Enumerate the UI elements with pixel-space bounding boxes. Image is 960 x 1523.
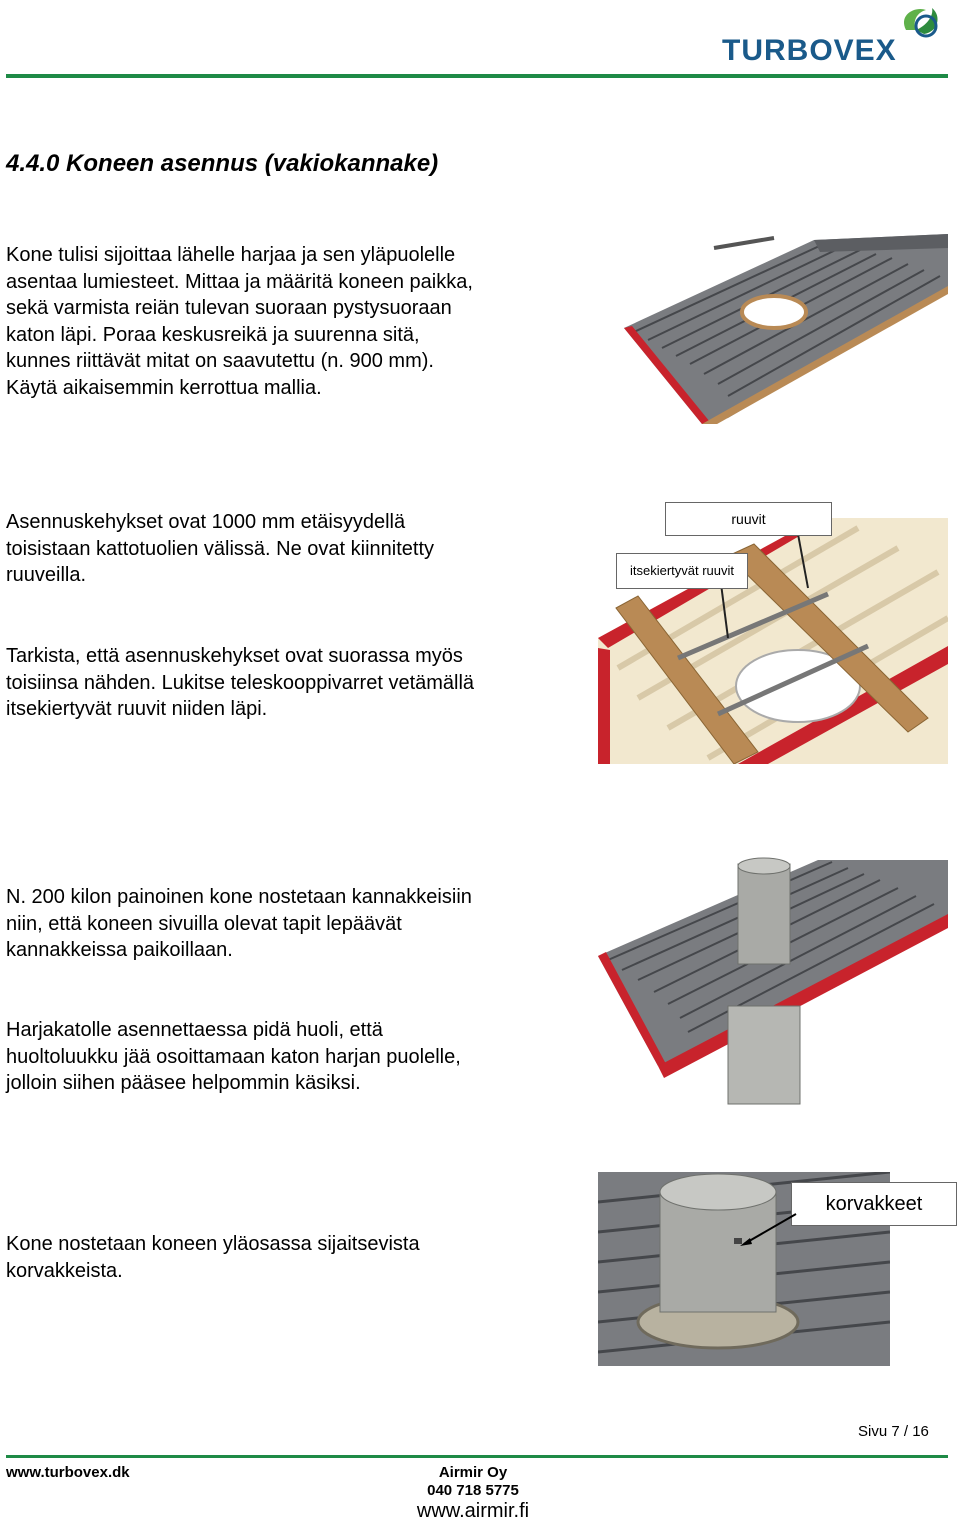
text-line: N. 200 kilon painoinen kone nostetaan kannakkeisiin <box>6 886 472 908</box>
paragraph-4 <box>6 884 472 964</box>
text-line: sekä varmista reiän tulevan suoraan pystysuoraan <box>6 297 452 319</box>
footer-phone: 040 718 5775 <box>427 1482 519 1499</box>
text-line: toisiinsa nähden. Lukitse teleskooppivarret vetämällä <box>6 671 475 694</box>
paragraph-1 <box>6 242 473 401</box>
page-number: Sivu 7 / 16 <box>858 1423 929 1440</box>
text-line: asentaa lumiesteet. Mittaa ja määritä koneen paikka, <box>6 270 473 293</box>
text-line: Asennuskehykset ovat 1000 mm etäisyydellä <box>6 511 406 533</box>
roof-hole-figure <box>624 228 948 424</box>
paragraph-2 <box>6 509 434 589</box>
text-line: toisistaan kattotuolien välissä. Ne ovat kiinnitetty <box>6 537 434 560</box>
callout-itsekiertyvat: itsekiertyvät ruuvit <box>616 553 748 589</box>
text-line: Kone tulisi sijoittaa lähelle harjaa ja sen yläpuolelle <box>6 244 456 266</box>
text-line: Kone nostetaan koneen yläosassa sijaitsevista <box>6 1233 420 1255</box>
text-line: huoltoluukku jää osoittamaan katon harjan puolelle, <box>6 1045 461 1068</box>
text-line: niin, että koneen sivuilla olevat tapit lepäävät <box>6 912 402 935</box>
footer-rule <box>6 1455 948 1458</box>
logo-text: TURBOVEX <box>722 34 897 67</box>
footer-website-center[interactable]: www.airmir.fi <box>416 1500 530 1522</box>
header-rule <box>6 74 948 78</box>
text-line: Harjakatolle asennettaessa pidä huoli, että <box>6 1019 383 1041</box>
paragraph-3 <box>6 643 474 723</box>
paragraph-5 <box>6 1017 461 1097</box>
section-title: 4.4.0 Koneen asennus (vakiokannake) <box>6 150 439 177</box>
text-line: kunnes riittävät mitat on saavutettu (n. 900 mm). <box>6 350 434 372</box>
text-line: katon läpi. Poraa keskusreikä ja suurenna sitä, <box>6 323 420 346</box>
paragraph-6 <box>6 1231 420 1284</box>
turbovex-logo <box>720 4 950 70</box>
footer-company: Airmir Oy <box>438 1464 508 1481</box>
text-line: Käytä aikaisemmin kerrottua mallia. <box>6 376 322 399</box>
callout-korvakkeet: korvakkeet <box>791 1182 957 1226</box>
footer-website-left[interactable]: www.turbovex.dk <box>6 1464 130 1481</box>
callout-ruuvit: ruuvit <box>665 502 832 536</box>
text-line: itsekiertyvät ruuvit niiden läpi. <box>6 698 268 720</box>
machine-on-roof-figure <box>598 856 948 1106</box>
callout-pointer-arrow <box>740 1210 800 1250</box>
text-line: kannakkeissa paikoillaan. <box>6 939 233 961</box>
text-line: Tarkista, että asennuskehykset ovat suorassa myös <box>6 645 463 667</box>
text-line: jolloin siihen pääsee helpommin käsiksi. <box>6 1072 361 1094</box>
text-line: korvakkeista. <box>6 1259 123 1282</box>
text-line: ruuveilla. <box>6 564 87 586</box>
